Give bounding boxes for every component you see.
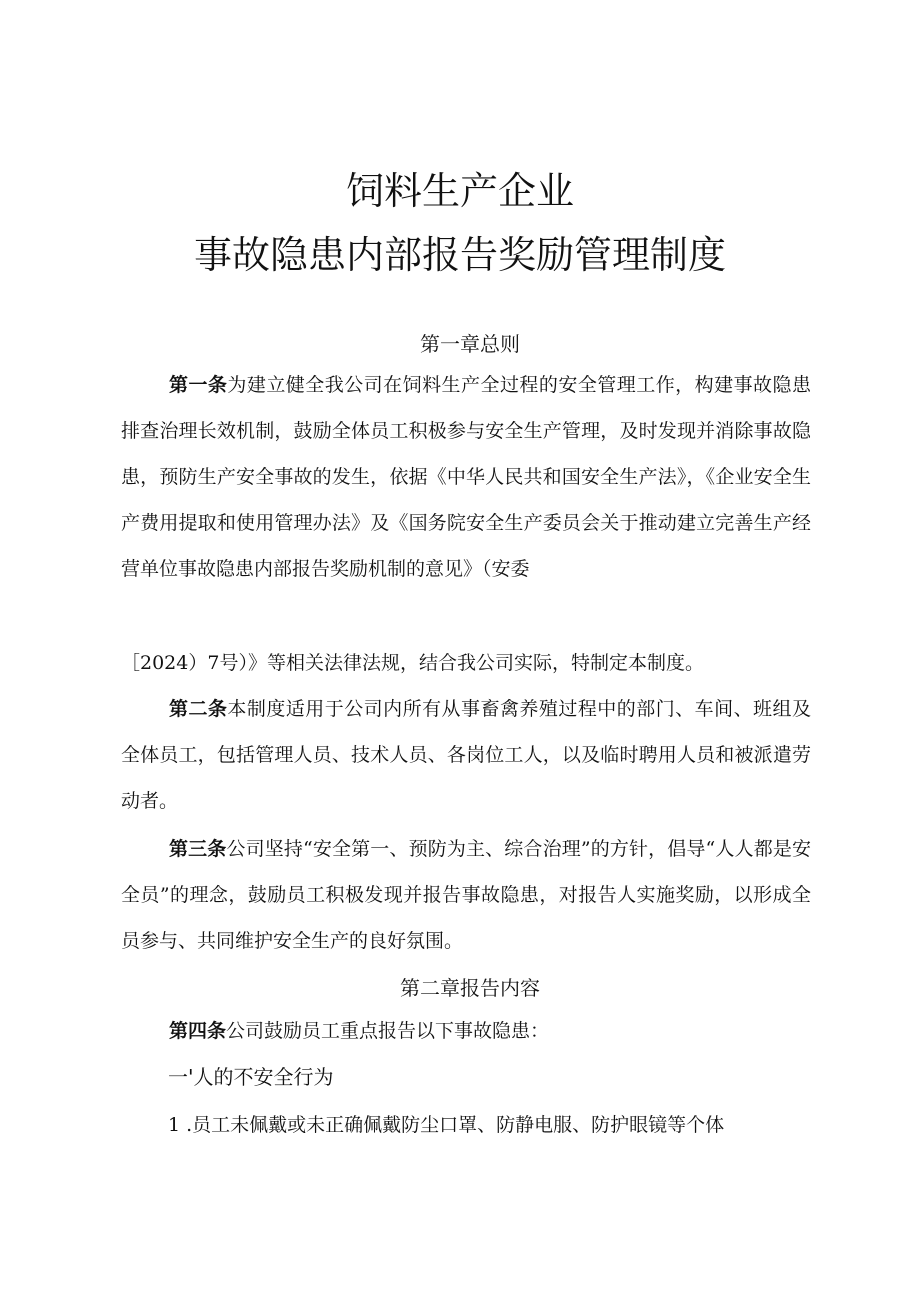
article-1-continuation: ［2024）7号）》等相关法律法规，结合我公司实际，特制定本制度。 xyxy=(121,652,704,674)
section-1-heading: 一'人的不安全行为 xyxy=(168,1065,334,1089)
article-4-text: 公司鼓励员工重点报告以下事故隐患： xyxy=(226,1020,550,1042)
article-3-text: 公司坚持“安全第一、预防为主、综合治理”的方针，倡导“人人都是安全员”的理念，鼓励员工积极发现并报告事故隐患，对报告人实施奖励，以形成全员参与、共同维护安全生产的良好氛围。 xyxy=(121,838,811,952)
article-3-label: 第三条 xyxy=(169,838,227,860)
article-1-label: 第一条 xyxy=(169,374,228,396)
article-2-paragraph xyxy=(121,686,811,824)
document-title-line-2: 事故隐患内部报告奖励管理制度 xyxy=(193,233,726,277)
article-3-paragraph xyxy=(121,826,811,964)
chapter-1-heading: 第一章总则 xyxy=(420,332,520,356)
chapter-2-heading: 第二章报告内容 xyxy=(400,976,540,1000)
article-2-label: 第二条 xyxy=(169,698,228,720)
article-2-text: 本制度适用于公司内所有从事畜禽养殖过程中的部门、车间、班组及全体员工，包括管理人员、技术人员、各岗位工人，以及临时聘用人员和被派遣劳动者。 xyxy=(121,698,811,812)
document-title-line-1: 饲料生产企业 xyxy=(345,169,574,213)
list-item-1: 1 .员工未佩戴或未正确佩戴防尘口罩、防静电服、防护眼镜等个体 xyxy=(168,1114,725,1136)
article-1-text: 为建立健全我公司在饲料生产全过程的安全管理工作，构建事故隐患排查治理长效机制，鼓励全体员工积极参与安全生产管理，及时发现并消除事故隐患，预防生产安全事故的发生，依据《中华人民共和国安全生产法》，《企业安全生产费用提取和使用管理办法》及《国务院安全生产委员会关于推动建立完善生产经营单位事故隐患内部报告奖励机制的意见》（安委 xyxy=(121,374,811,580)
article-4-paragraph xyxy=(121,1008,811,1054)
article-1-paragraph xyxy=(121,362,811,592)
article-4-label: 第四条 xyxy=(169,1020,227,1042)
